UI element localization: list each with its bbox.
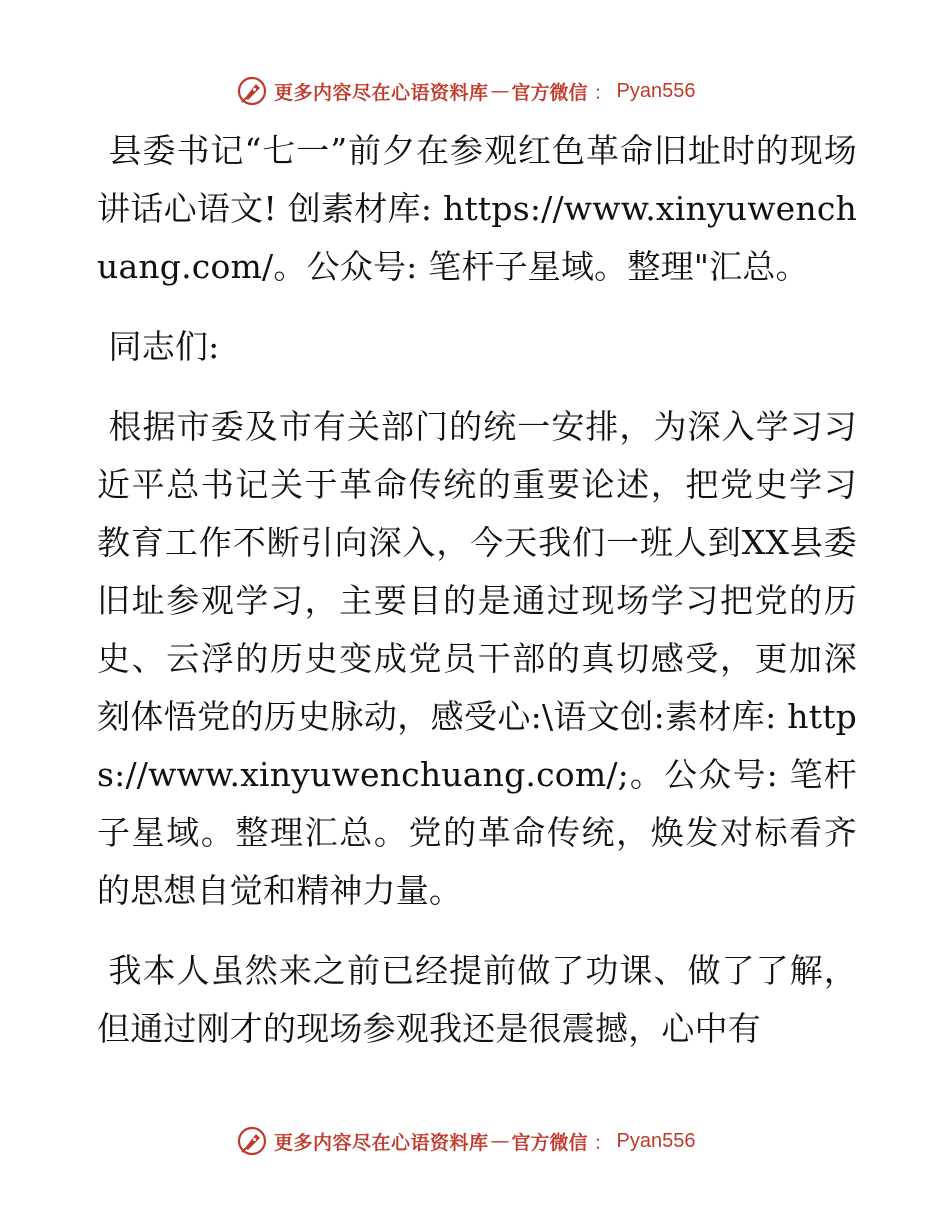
greeting: 同志们: [108,327,220,366]
banner-account: Pyan556 [616,79,696,102]
pen-nib-logo-icon [236,75,268,107]
pen-nib-logo-icon [236,1125,268,1157]
paragraph-1: 根据市委及市有关部门的统一安排，为深入学习习近平总书记关于革命传统的重要论述，把党史学习教育工作不断引向深入，今天我们一班人到XX县委旧址参观学习，主要目的是通过现场学习把党的历史、云浮的历史变成党员干部的真切感受，更加深刻体悟党的历史脉动，感受心:\语文创:素材库: https://www.xinyuwenchuang.com/;。公众号: 笔杆子星域。整理汇总。党的革命传统，焕发对标看齐的思想自觉和精神力量。 [97,407,857,910]
document-title: 县委书记“七一”前夕在参观红色革命旧址时的现场讲话心语文! 创素材库: https://www.xinyuwenchuang.com/。公众号: 笔杆子星域。整理"汇总。 [97,131,857,286]
banner-wechat-label: 官方微信 [511,81,588,104]
banner-separator: — [490,80,510,102]
banner-colon: ： [593,1131,613,1154]
header-watermark [236,74,696,108]
paragraph-2: 我本人虽然来之前已经提前做了功课、做了了解，但通过刚才的现场参观我还是很震撼，心中有 [97,951,857,1048]
banner-text: 更多内容尽在心语资料库 [274,81,489,104]
banner-colon: ： [593,81,613,104]
banner-wechat-label: 官方微信 [511,1131,588,1154]
banner-separator: — [490,1130,510,1152]
document-body [97,122,857,1080]
banner-text: 更多内容尽在心语资料库 [274,1131,489,1154]
footer-watermark [236,1124,696,1158]
banner-account: Pyan556 [616,1129,696,1152]
